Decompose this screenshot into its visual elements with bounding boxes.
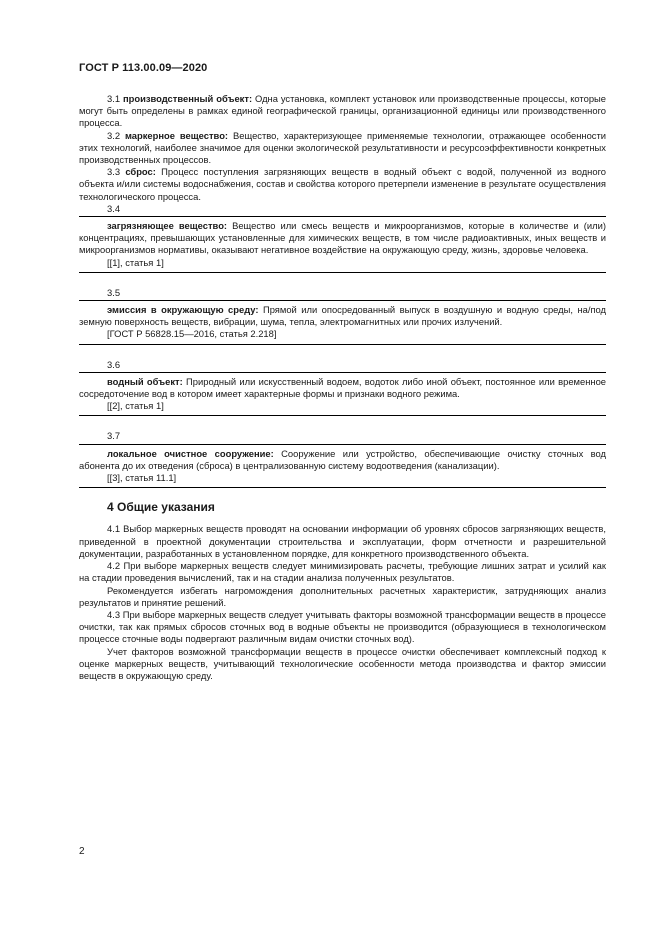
definition-term: маркерное вещество: bbox=[124, 129, 229, 141]
spacer bbox=[79, 416, 606, 430]
definition-box-3-4 bbox=[79, 216, 606, 273]
spacer bbox=[79, 273, 606, 287]
document-body bbox=[79, 93, 606, 682]
paragraph-4-1: 4.1 Выбор маркерных веществ проводят на основании информации об уровнях сбросов загрязняющих веществ, приведенной в проектной документации строительства и эксплуатации, форм отчетности и разрешительной документации, разработанных в установленном порядке, для конкретного производственного объекта. bbox=[79, 523, 606, 559]
definition-box-3-7 bbox=[79, 444, 606, 489]
page-number: 2 bbox=[79, 846, 85, 857]
definition-text: Процесс поступления загрязняющих веществ в водный объект с водой, полученной из водного объекта и/или системы водоснабжения, состав и свойства которого претерпели изменение в результате осуществления технологического процесса. bbox=[79, 166, 606, 202]
definition-source: [[3], статья 11.1] bbox=[107, 472, 177, 484]
definition-term: локальное очистное сооружение: bbox=[107, 447, 274, 459]
paragraph-4-3: 4.3 При выборе маркерных веществ следует учитывать факторы возможной трансформации веществ в процессе очистки, так как прямых сбросов сточных вод в водные объекты не производится (образующиеся в технологическом процессе сточные воды подвергают различным видам очистки сточных вод). bbox=[79, 608, 606, 645]
definition-term: сброс: bbox=[125, 166, 156, 178]
definition-3-3 bbox=[79, 166, 606, 203]
definition-text: Вещество или смесь веществ и микроорганизмов, которые в количестве и (или) концентрациях, превышающих установленные для химических веществ, в том числе радиоактивных, иных веществ и микроорганизмов нормативы, оказывают негативное воздействие на окружающую среду, жизнь, здоровье человека. bbox=[79, 220, 606, 256]
definition-term: водный объект: bbox=[107, 375, 183, 387]
definition-number: 3.1 bbox=[107, 93, 121, 104]
definition-3-1 bbox=[79, 93, 606, 130]
section-title: 4 Общие указания bbox=[107, 500, 215, 515]
definition-body bbox=[79, 220, 606, 257]
definition-source: [[1], статья 1] bbox=[107, 256, 164, 268]
definition-number-3-5: 3.5 bbox=[107, 286, 121, 298]
definition-body bbox=[79, 304, 606, 328]
definition-number-3-7: 3.7 bbox=[107, 430, 121, 442]
definition-number-3-6: 3.6 bbox=[107, 358, 121, 370]
definition-number: 3.3 bbox=[107, 166, 121, 178]
definition-source: [ГОСТ Р 56828.15—2016, статья 2.218] bbox=[107, 328, 277, 340]
definition-box-3-6 bbox=[79, 372, 606, 417]
definition-text: Прямой или опосредованный выпуск в воздушную и водную среды, на/под земную поверхность веществ, вибрации, шума, тепла, электромагнитных или прочих излучений. bbox=[79, 304, 606, 328]
definition-text: Сооружение или устройство, обеспечивающие очистку сточных вод абонента до их отведения (сброса) в централизованную систему водоотведения (канализации). bbox=[79, 447, 606, 471]
spacer bbox=[79, 345, 606, 359]
definition-term: загрязняющее вещество: bbox=[107, 220, 228, 232]
definition-box-3-5 bbox=[79, 300, 606, 345]
definition-number: 3.2 bbox=[107, 129, 121, 141]
document-code-header: ГОСТ Р 113.00.09—2020 bbox=[79, 62, 208, 74]
paragraph-4-2: 4.2 При выборе маркерных веществ следует минимизировать расчеты, требующие лишних затрат и усилий как на стадии проведения вычислений, так и на стадии анализа полученных результатов. bbox=[79, 560, 606, 584]
paragraph-4-3-note: Учет факторов возможной трансформации веществ в процессе очистки обеспечивает комплексный подход к оценке маркерных веществ, учитывающий технологические особенности метода производства и фактор эмиссии веществ в окружающую среду. bbox=[79, 645, 606, 681]
definition-text: Природный или искусственный водоем, водоток либо иной объект, постоянное или временное сосредоточение вод в котором имеет характерные формы и признаки водного режима. bbox=[79, 375, 606, 400]
definition-term: производственный объект: bbox=[122, 93, 253, 104]
definition-source: [[2], статья 1] bbox=[107, 400, 164, 412]
definition-text: Одна установка, комплект установок или производственные процессы, которые могут быть определены в рамках единой географической границы, организационной единицы или производственного процесса. bbox=[79, 93, 606, 129]
definition-term: эмиссия в окружающую среду: bbox=[107, 304, 259, 316]
definition-body bbox=[79, 376, 606, 400]
definition-3-2 bbox=[79, 130, 606, 167]
definition-number-3-4: 3.4 bbox=[107, 202, 121, 214]
paragraph-4-2-note: Рекомендуется избегать нагромождения дополнительных расчетных характеристик, затрудняющих анализ результатов и принятие решений. bbox=[79, 584, 606, 608]
definition-text: Вещество, характеризующее применяемые технологии, отражающее особенности этих технологий, наиболее значимое для оценки экологической результативности и ресурсоэффективности конкретных производственных процессов. bbox=[79, 129, 607, 166]
definition-body bbox=[79, 448, 606, 472]
